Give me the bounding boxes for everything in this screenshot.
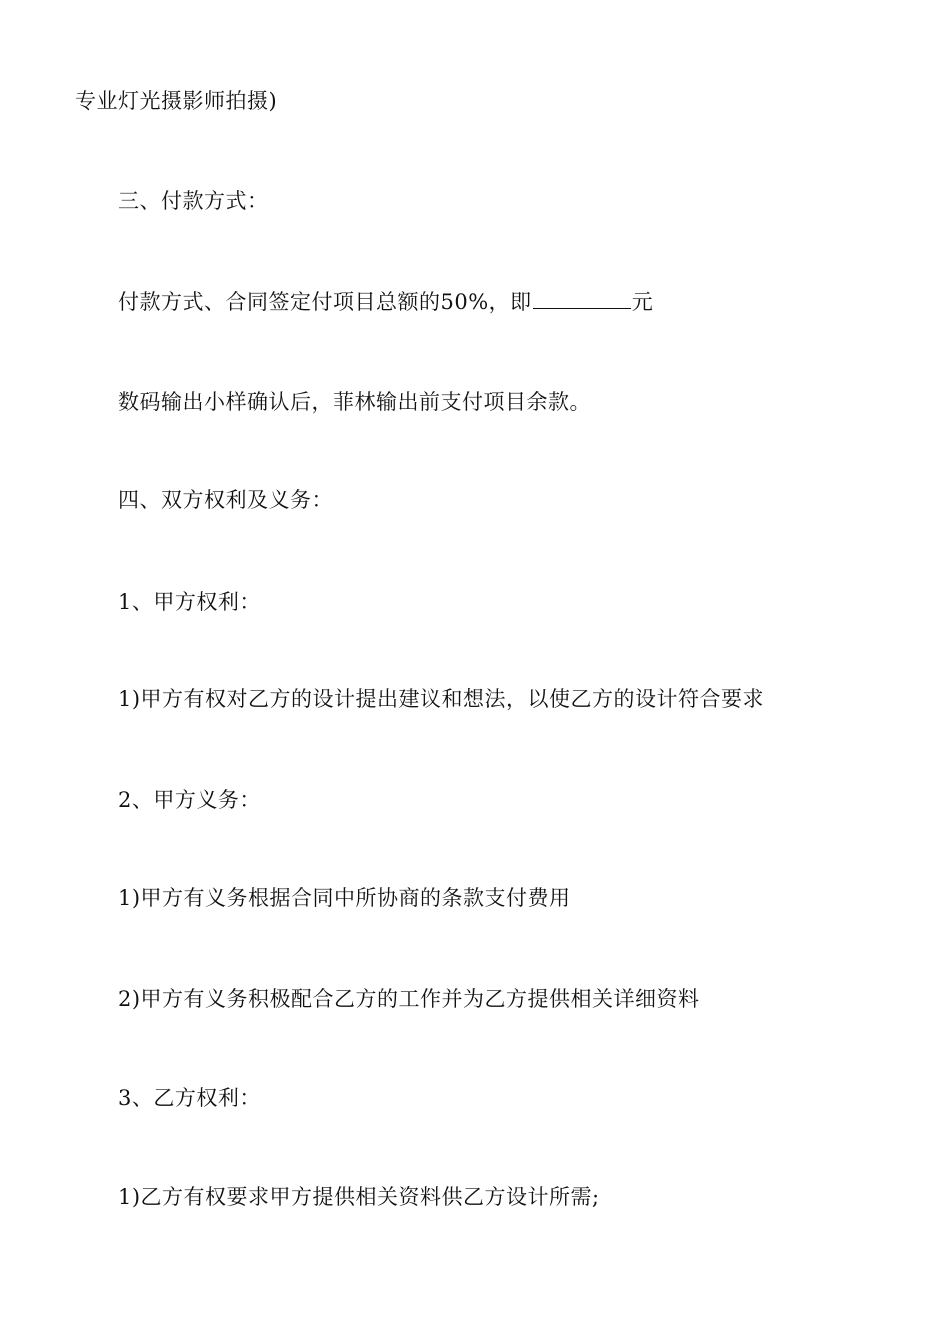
list-item-party-a-right-1: 1)甲方有权对乙方的设计提出建议和想法，以使乙方的设计符合要求 — [118, 687, 765, 711]
heading-rights-obligations: 四、双方权利及义务： — [118, 488, 333, 512]
subheading-party-a-rights: 1、甲方权利： — [118, 590, 261, 614]
list-item-party-a-obligation-1: 1)甲方有义务根据合同中所协商的条款支付费用 — [118, 886, 571, 910]
list-item-party-a-obligation-2: 2)甲方有义务积极配合乙方的工作并为乙方提供相关详细资料 — [118, 987, 700, 1011]
list-item-party-b-right-1: 1)乙方有权要求甲方提供相关资料供乙方设计所需; — [118, 1185, 600, 1209]
payment-line-prefix: 付款方式、合同签定付项目总额的50%，即 — [118, 290, 532, 314]
text-line-photographer: 专业灯光摄影师拍摄) — [75, 89, 278, 113]
subheading-party-a-obligations: 2、甲方义务： — [118, 788, 261, 812]
text-line-payment-amount — [118, 286, 653, 317]
heading-payment-method: 三、付款方式： — [118, 189, 269, 213]
amount-blank-field — [533, 286, 631, 309]
subheading-party-b-rights: 3、乙方权利： — [118, 1086, 261, 1110]
text-line-balance-payment: 数码输出小样确认后，菲林输出前支付项目余款。 — [118, 390, 591, 414]
payment-line-suffix: 元 — [631, 290, 654, 314]
